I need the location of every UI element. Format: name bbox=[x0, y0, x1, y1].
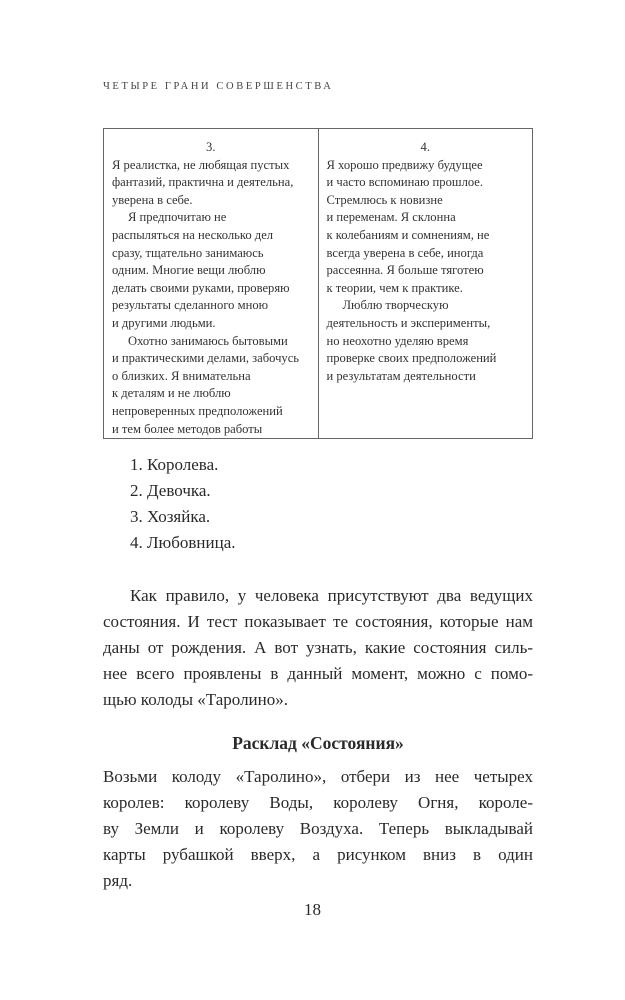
list-item: 1. Королева. bbox=[130, 455, 219, 474]
table-line: проверке своих предположений bbox=[326, 351, 497, 366]
table-line: результаты сделанного мною bbox=[112, 298, 269, 313]
section-heading: Расклад «Состояния» bbox=[232, 733, 404, 753]
paragraph-intro bbox=[103, 583, 533, 713]
state-list bbox=[130, 452, 560, 556]
table-line: о близких. Я внимательна bbox=[112, 368, 251, 383]
table-line: делать своими руками, проверяю bbox=[112, 280, 290, 295]
table-line: Охотно занимаюсь бытовыми bbox=[128, 333, 288, 348]
text-line: даны от рождения. А вот узнать, какие состояния силь- bbox=[103, 638, 533, 657]
text-line: Как правило, у человека присутствуют два ведущих bbox=[130, 586, 533, 605]
text-line: Возьми колоду «Таролино», отбери из нее четырех bbox=[103, 767, 533, 786]
text-line: карты рубашкой вверх, а рисунком вниз в один bbox=[103, 845, 533, 864]
table-line: к теории, чем к практике. bbox=[326, 280, 463, 295]
table-line: к деталям и не люблю bbox=[112, 386, 231, 401]
text-line: состояния. И тест показывает те состояния, которые нам bbox=[103, 612, 533, 631]
table-line: к колебаниям и сомнениям, не bbox=[326, 227, 490, 242]
text-line: щью колоды «Таролино». bbox=[103, 690, 288, 709]
table-line: деятельность и эксперименты, bbox=[326, 315, 491, 330]
table-line: но неохотно уделяю время bbox=[326, 333, 469, 348]
table-line: и другими людьми. bbox=[112, 315, 216, 330]
running-header: ЧЕТЫРЕ ГРАНИ СОВЕРШЕНСТВА bbox=[103, 81, 334, 92]
column-number: 4. bbox=[420, 140, 430, 154]
table-line: сразу, тщательно занимаюсь bbox=[112, 245, 264, 260]
table-line: рассеянна. Я больше тяготею bbox=[326, 263, 484, 278]
table-line: и результатам деятельности bbox=[326, 368, 476, 383]
table-line: фантазий, практична и деятельна, bbox=[112, 175, 294, 190]
column-number: 3. bbox=[206, 140, 216, 154]
text-line: ряд. bbox=[103, 871, 133, 890]
table-line: Я реалистка, не любящая пустых bbox=[112, 157, 290, 172]
table-line: и тем более методов работы bbox=[112, 421, 263, 436]
text-line: ву Земли и королеву Воздуха. Теперь выкладывай bbox=[103, 819, 533, 838]
text-line: нее всего проявлены в данный момент, можно с помо- bbox=[103, 664, 533, 683]
list-item: 2. Девочка. bbox=[130, 481, 211, 500]
table-line: Стремлюсь к новизне bbox=[326, 192, 443, 207]
table-line: и практическими делами, забочусь bbox=[112, 351, 300, 366]
paragraph-instructions bbox=[103, 764, 533, 894]
table-line: распыляться на несколько дел bbox=[112, 227, 274, 242]
table-line: Я хорошо предвижу будущее bbox=[326, 157, 483, 172]
table-line: непроверенных предположений bbox=[112, 403, 283, 418]
table-line: и переменам. Я склонна bbox=[326, 210, 456, 225]
list-item: 4. Любовница. bbox=[130, 533, 236, 552]
table-line: Я предпочитаю не bbox=[128, 210, 227, 225]
text-line: королев: королеву Воды, королеву Огня, короле- bbox=[103, 793, 533, 812]
comparison-table bbox=[103, 128, 533, 439]
page-number: 18 bbox=[304, 900, 321, 919]
table-line: одним. Многие вещи люблю bbox=[112, 263, 266, 278]
table-line: всегда уверена в себе, иногда bbox=[326, 245, 484, 260]
table-line: Люблю творческую bbox=[342, 298, 449, 313]
table-line: уверена в себе. bbox=[112, 192, 193, 207]
table-column-4 bbox=[318, 129, 533, 438]
list-item: 3. Хозяйка. bbox=[130, 507, 211, 526]
table-column-3 bbox=[104, 129, 318, 438]
table-line: и часто вспоминаю прошлое. bbox=[326, 175, 484, 190]
